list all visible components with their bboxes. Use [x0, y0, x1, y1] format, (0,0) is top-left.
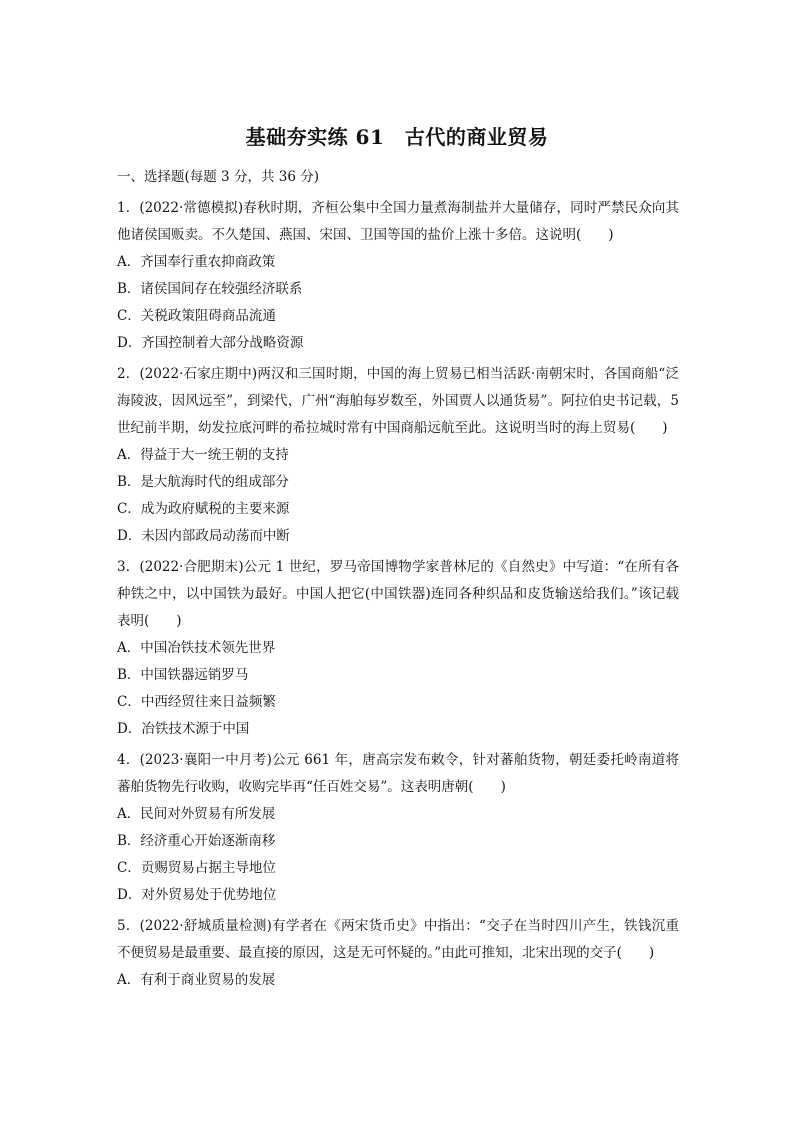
- option-d: D．对外贸易处于优势地位: [117, 887, 277, 903]
- option-a: A．齐国奉行重农抑商政策: [117, 254, 276, 270]
- option-d: D．齐国控制着大部分战略资源: [117, 335, 304, 351]
- option-c: C．成为政府赋税的主要来源: [117, 501, 290, 517]
- option-a: A．民间对外贸易有所发展: [117, 806, 276, 822]
- question-list: [117, 168, 679, 998]
- question-stem: 2．(2022·石家庄期中)两汉和三国时期，中国的海上贸易已相当活跃·南朝宋时，各国商船“泛海陵波，因风远至”，到梁代，广州“海舶每岁数至，外国贾人以通货易”。阿拉伯史书记载，5世纪前半期，幼发拉底河畔的希拉城时常有中国商船远航至此。这说明当时的海上贸易( ): [117, 366, 679, 436]
- question-5: [117, 913, 679, 994]
- option-b: B．诸侯国间存在较强经济联系: [117, 281, 303, 297]
- question-1: [117, 195, 679, 357]
- option-list: [117, 967, 679, 994]
- option-d: D．冶铁技术源于中国: [117, 721, 250, 737]
- option-d: D．未因内部政局动荡而中断: [117, 528, 290, 544]
- page-title: 基础夯实练 61 古代的商业贸易: [245, 125, 549, 149]
- option-a: A．中国冶铁技术领先世界: [117, 640, 276, 656]
- question-stem: 1．(2022·常德模拟)春秋时期，齐桓公集中全国力量煮海制盐并大量储存，同时严禁民众向其他诸侯国贩卖。不久楚国、燕国、宋国、卫国等国的盐价上涨十多倍。这说明( ): [117, 200, 679, 243]
- option-b: B．经济重心开始逐渐南移: [117, 833, 276, 849]
- question-4: [117, 747, 679, 909]
- question-stem: 5．(2022·舒城质量检测)有学者在《两宋货币史》中指出：“交子在当时四川产生，铁钱沉重不便贸易是最重要、最直接的原因，这是无可怀疑的。”由此可推知，北宋出现的交子( ): [117, 918, 679, 961]
- question-3: [117, 554, 679, 743]
- question-2: [117, 361, 679, 550]
- option-list: [117, 635, 679, 743]
- option-c: C．关税政策阻碍商品流通: [117, 308, 276, 324]
- option-a: A．得益于大一统王朝的支持: [117, 447, 289, 463]
- section-heading: 一、选择题(每题 3 分，共 36 分): [117, 169, 319, 185]
- option-list: [117, 249, 679, 357]
- option-c: C．中西经贸往来日益频繁: [117, 694, 276, 710]
- question-stem: 3．(2022·合肥期末)公元 1 世纪，罗马帝国博物学家普林尼的《自然史》中写道：“在所有各种铁之中，以中国铁为最好。中国人把它(中国铁器)连同各种织品和皮货输送给我们。”该记载表明( ): [117, 559, 679, 629]
- option-b: B．是大航海时代的组成部分: [117, 474, 289, 490]
- option-list: [117, 442, 679, 550]
- option-a: A．有利于商业贸易的发展: [117, 972, 276, 988]
- option-list: [117, 801, 679, 909]
- option-b: B．中国铁器远销罗马: [117, 667, 249, 683]
- option-c: C．贡赐贸易占据主导地位: [117, 860, 276, 876]
- question-stem: 4．(2023·襄阳一中月考)公元 661 年，唐高宗发布敕令，针对蕃舶货物，朝廷委托岭南道将蕃舶货物先行收购，收购完毕再“任百姓交易”。这表明唐朝( ): [117, 752, 679, 795]
